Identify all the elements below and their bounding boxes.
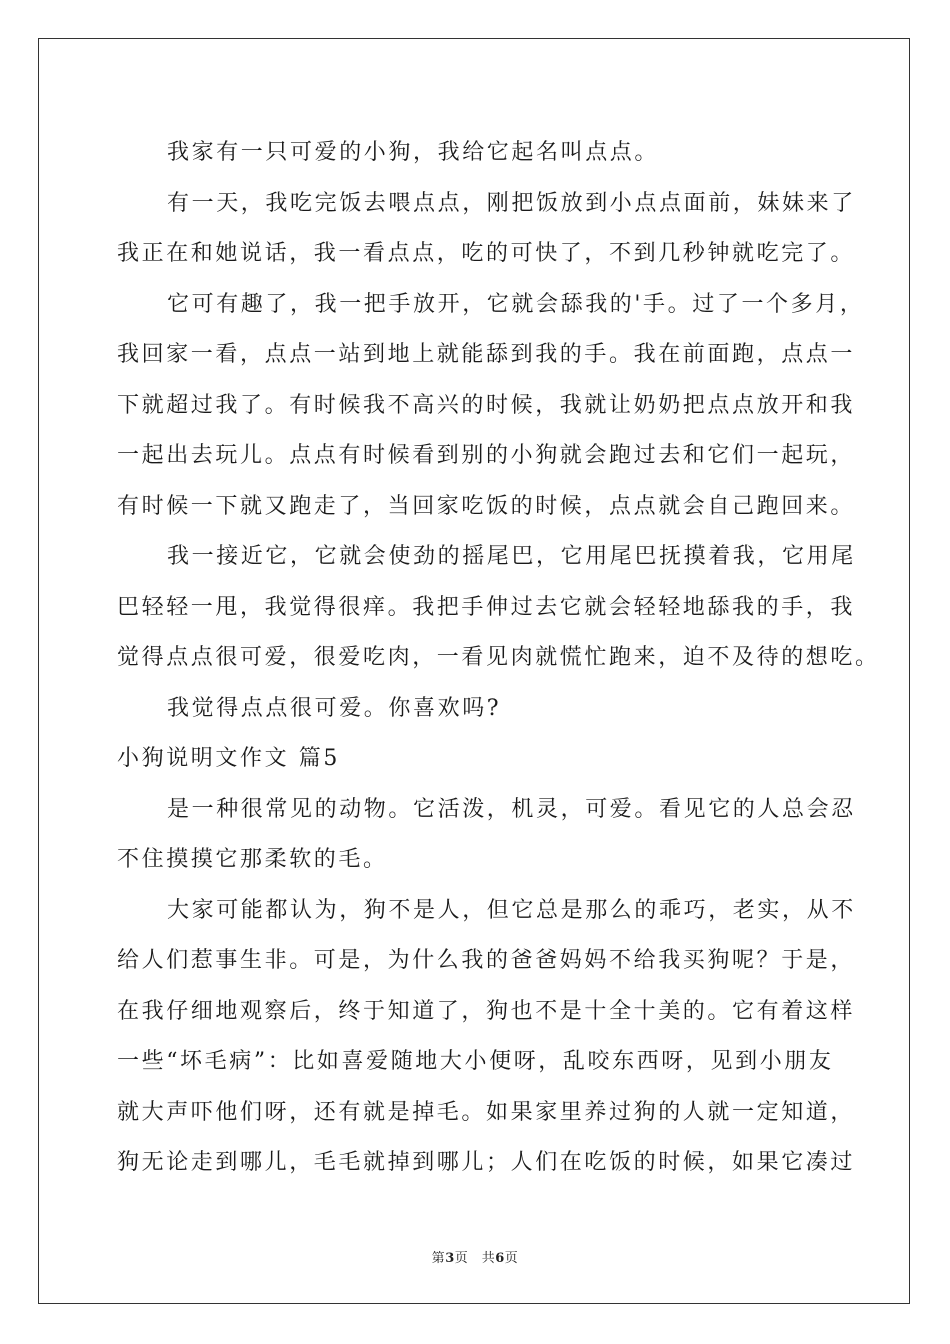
page-footer <box>0 1247 950 1266</box>
footer-total-pages: 6 <box>495 1251 505 1266</box>
paragraph-1-line-1: 我家有一只可爱的小狗，我给它起名叫点点。 <box>167 140 660 165</box>
paragraph-6-line-2: 不住摸摸它那柔软的毛。 <box>117 847 388 872</box>
paragraph-4-line-2: 巴轻轻一甩，我觉得很痒。我把手伸过去它就会轻轻地舔我的手，我 <box>117 594 856 620</box>
paragraph-6-line-1: 是一种很常见的动物。它活泼，机灵，可爱。看见它的人总会忍 <box>167 796 856 822</box>
paragraph-3-line-2: 我回家一看，点点一站到地上就能舔到我的手。我在前面跑，点点一 <box>117 342 856 367</box>
paragraph-4-line-1: 我一接近它，它就会使劲的摇尾巴，它用尾巴抚摸着我，它用尾 <box>167 544 856 569</box>
paragraph-7-line-1: 大家可能都认为，狗不是人，但它总是那么的乖巧，老实，从不 <box>167 897 856 923</box>
paragraph-5-line-1: 我觉得点点很可爱。你喜欢吗? <box>167 695 502 721</box>
paragraph-4-line-3: 觉得点点很可爱，很爱吃肉，一看见肉就慌忙跑来，迫不及待的想吃。 <box>117 645 880 670</box>
footer-prefix: 第 <box>431 1251 446 1266</box>
footer-mid: 页 共 <box>454 1251 496 1266</box>
footer-current-page: 3 <box>445 1251 455 1266</box>
paragraph-3-line-4: 一起出去玩儿。点点有时候看到别的小狗就会跑过去和它们一起玩， <box>117 443 856 468</box>
footer-suffix: 页 <box>504 1251 519 1266</box>
paragraph-7-line-5: 就大声吓他们呀，还有就是掉毛。如果家里养过狗的人就一定知道， <box>117 1099 856 1125</box>
paragraph-2-line-2: 我正在和她说话，我一看点点，吃的可快了，不到几秒钟就吃完了。 <box>117 241 856 266</box>
paragraph-3-line-3: 下就超过我了。有时候我不高兴的时候，我就让奶奶把点点放开和我 <box>117 392 856 418</box>
paragraph-3-line-1: 它可有趣了，我一把手放开，它就会舔我的'手。过了一个多月， <box>167 291 865 317</box>
paragraph-7-line-6: 狗无论走到哪儿，毛毛就掉到哪儿；人们在吃饭的时候，如果它凑过 <box>117 1150 856 1175</box>
paragraph-7-line-3: 在我仔细地观察后，终于知道了，狗也不是十全十美的。它有着这样 <box>117 998 856 1024</box>
paragraph-7-line-2: 给人们惹事生非。可是，为什么我的爸爸妈妈不给我买狗呢？于是， <box>117 948 856 973</box>
document-body <box>117 128 880 1189</box>
paragraph-2-line-1: 有一天，我吃完饭去喂点点，刚把饭放到小点点面前，妹妹来了 <box>167 190 856 216</box>
paragraph-3-line-5: 有时候一下就又跑走了，当回家吃饭的时候，点点就会自己跑回来。 <box>117 493 856 519</box>
paragraph-7-line-4: 一些“坏毛病”：比如喜爱随地大小便呀，乱咬东西呀，见到小朋友 <box>117 1049 834 1074</box>
section-title: 小狗说明文作文 篇5 <box>117 746 340 771</box>
